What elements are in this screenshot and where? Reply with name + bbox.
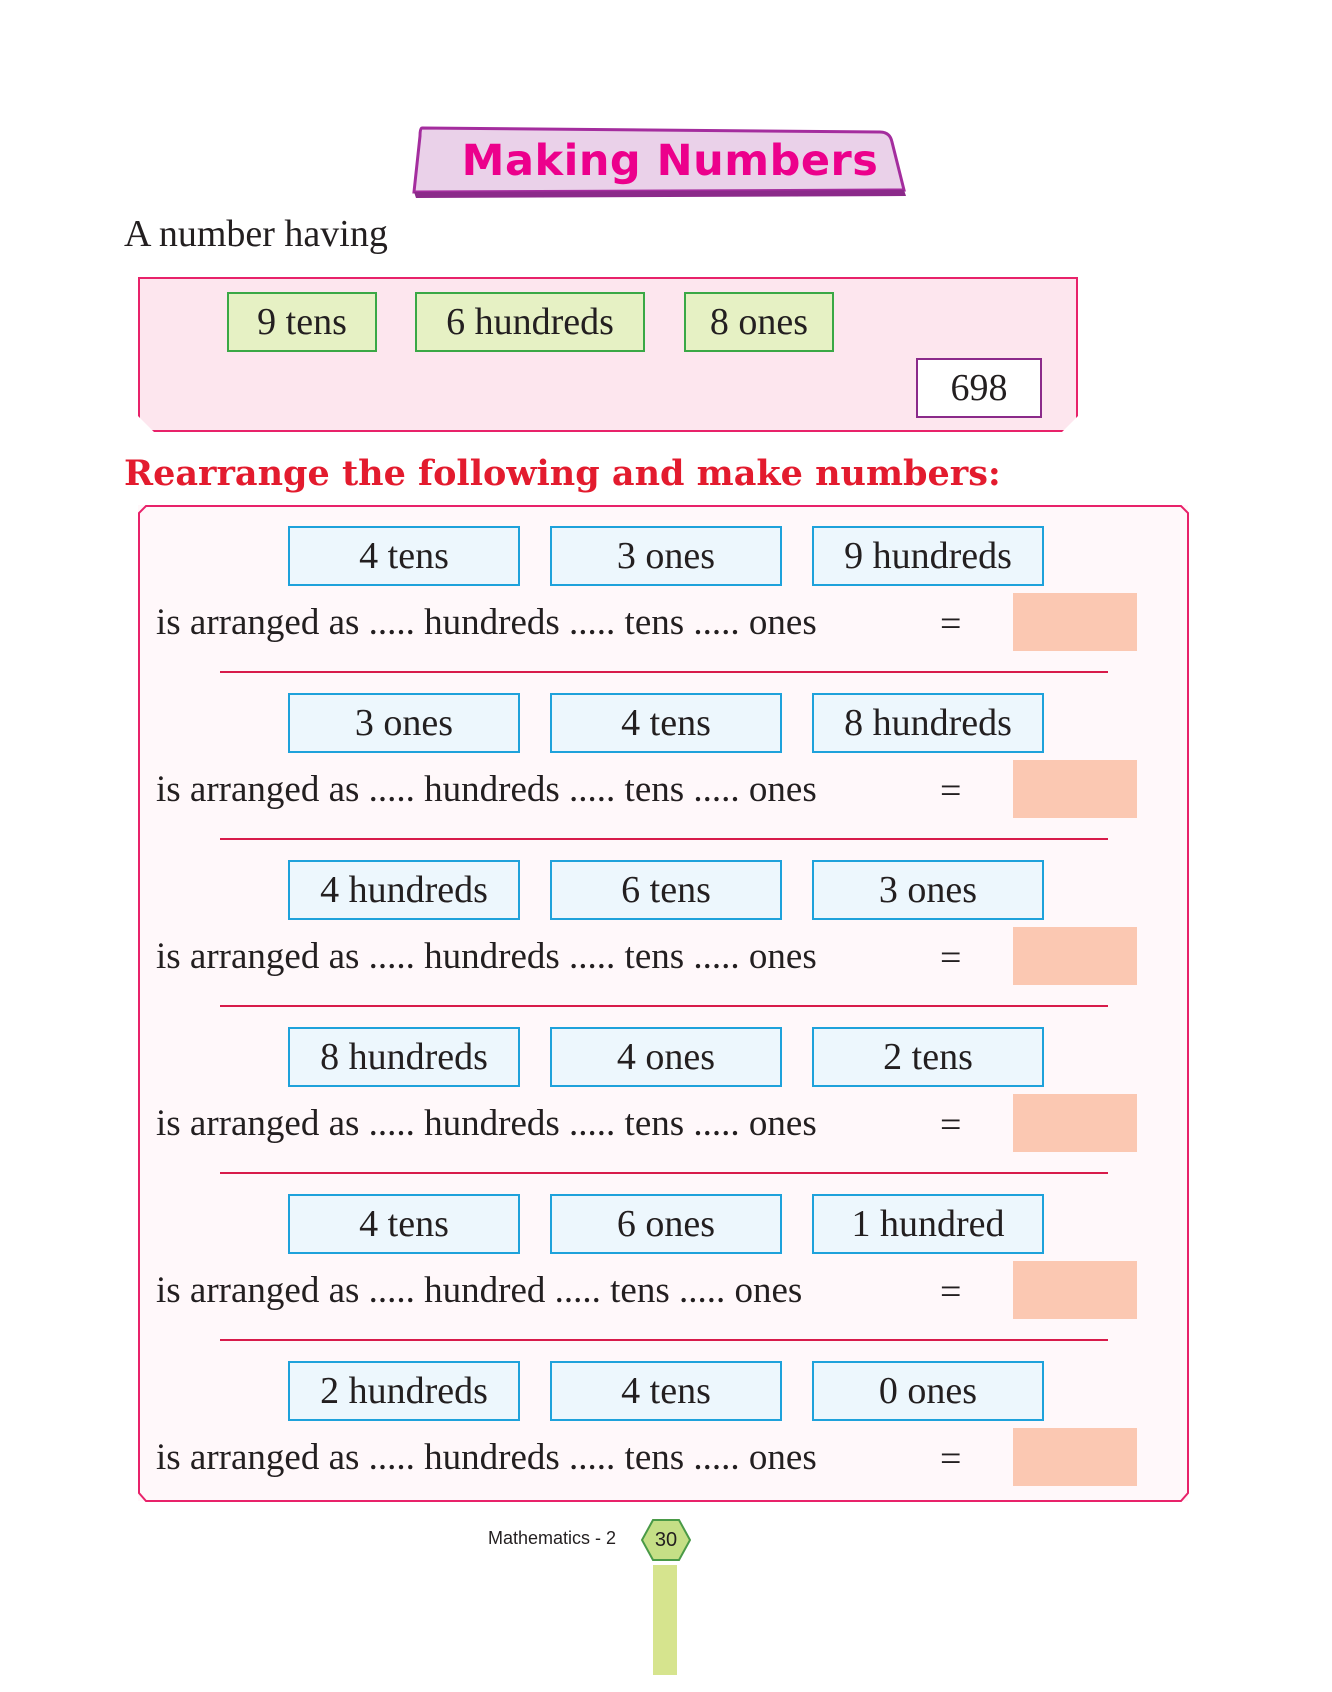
exercise-6-equals: = xyxy=(940,1438,962,1480)
example-part-3: 8 ones xyxy=(684,292,834,352)
instruction-heading: Rearrange the following and make numbers: xyxy=(124,453,1001,494)
page-title: Making Numbers xyxy=(461,136,879,186)
footer-subject: Mathematics - 2 xyxy=(488,1528,617,1548)
exercise-4-equals: = xyxy=(940,1104,962,1146)
example-part-1: 9 tens xyxy=(227,292,377,352)
exercise-divider xyxy=(220,1172,1108,1174)
exercise-3-arrangement-text: is arranged as ..... hundreds ..... tens ..... ones xyxy=(156,936,817,977)
exercise-4-part-3: 2 tens xyxy=(812,1027,1044,1087)
exercise-6-part-2: 4 tens xyxy=(550,1361,782,1421)
exercise-6-answer-box[interactable] xyxy=(1013,1428,1137,1486)
exercise-1-part-3: 9 hundreds xyxy=(812,526,1044,586)
exercise-3-part-2: 6 tens xyxy=(550,860,782,920)
exercise-3-part-1: 4 hundreds xyxy=(288,860,520,920)
exercise-6-arrangement-text: is arranged as ..... hundreds ..... tens ..... ones xyxy=(156,1437,817,1478)
exercise-5-part-3: 1 hundred xyxy=(812,1194,1044,1254)
exercise-divider xyxy=(220,1339,1108,1341)
exercise-4-part-1: 8 hundreds xyxy=(288,1027,520,1087)
exercise-2-part-3: 8 hundreds xyxy=(812,693,1044,753)
exercise-box-border xyxy=(138,505,1190,1503)
title-banner xyxy=(410,124,910,204)
exercise-divider xyxy=(220,838,1108,840)
exercise-1-part-2: 3 ones xyxy=(550,526,782,586)
page-number: 30 xyxy=(654,1528,678,1551)
exercise-5-part-1: 4 tens xyxy=(288,1194,520,1254)
exercise-1-arrangement-text: is arranged as ..... hundreds ..... tens ..... ones xyxy=(156,602,817,643)
exercise-2-answer-box[interactable] xyxy=(1013,760,1137,818)
exercise-2-equals: = xyxy=(940,770,962,812)
exercise-2-part-1: 3 ones xyxy=(288,693,520,753)
intro-text: A number having xyxy=(124,213,388,255)
exercise-5-arrangement-text: is arranged as ..... hundred ..... tens ..... ones xyxy=(156,1270,803,1311)
exercise-1-part-1: 4 tens xyxy=(288,526,520,586)
exercise-3-part-3: 3 ones xyxy=(812,860,1044,920)
exercise-1-answer-box[interactable] xyxy=(1013,593,1137,651)
exercise-4-answer-box[interactable] xyxy=(1013,1094,1137,1152)
page-tab-bar xyxy=(653,1565,677,1675)
exercise-divider xyxy=(220,671,1108,673)
example-part-2: 6 hundreds xyxy=(415,292,645,352)
exercise-4-part-2: 4 ones xyxy=(550,1027,782,1087)
exercise-2-part-2: 4 tens xyxy=(550,693,782,753)
exercise-divider xyxy=(220,1005,1108,1007)
exercise-1-equals: = xyxy=(940,603,962,645)
exercise-5-part-2: 6 ones xyxy=(550,1194,782,1254)
example-answer: 698 xyxy=(916,358,1042,418)
exercise-5-equals: = xyxy=(940,1271,962,1313)
exercise-2-arrangement-text: is arranged as ..... hundreds ..... tens ..... ones xyxy=(156,769,817,810)
exercise-4-arrangement-text: is arranged as ..... hundreds ..... tens ..... ones xyxy=(156,1103,817,1144)
exercise-6-part-1: 2 hundreds xyxy=(288,1361,520,1421)
exercise-6-part-3: 0 ones xyxy=(812,1361,1044,1421)
exercise-5-answer-box[interactable] xyxy=(1013,1261,1137,1319)
exercise-3-answer-box[interactable] xyxy=(1013,927,1137,985)
exercise-3-equals: = xyxy=(940,937,962,979)
